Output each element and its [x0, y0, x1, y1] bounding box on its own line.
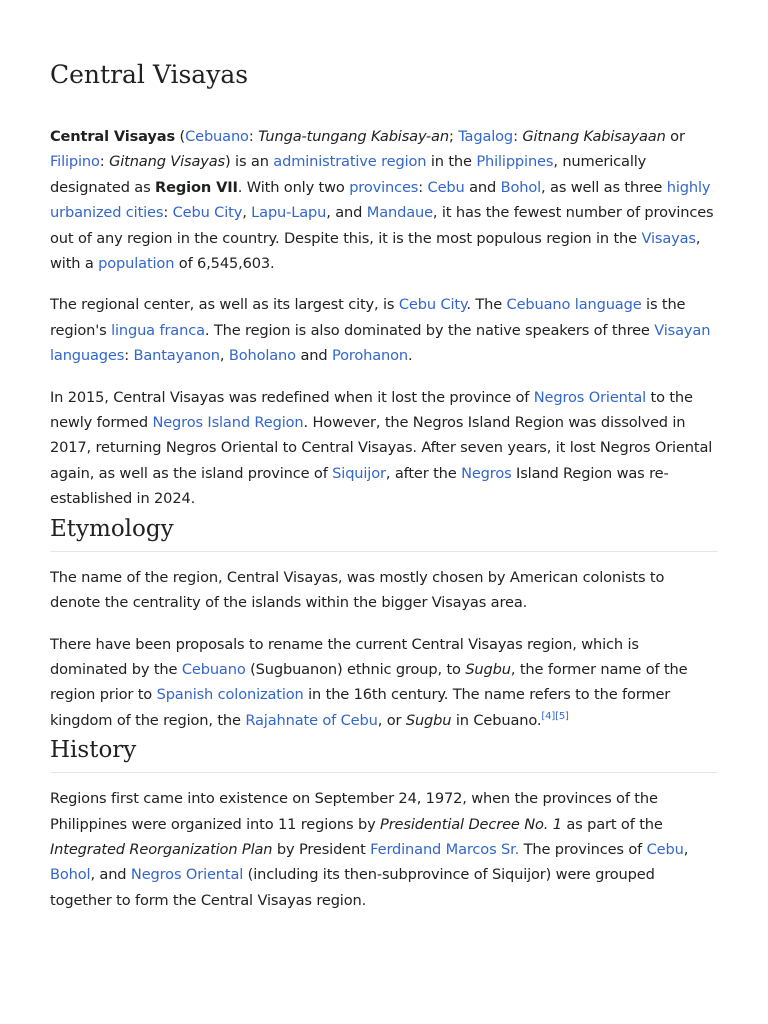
- body-text: , and: [90, 866, 131, 884]
- body-text: Regions first came into existence on September 24, 1972, when the provinces of the Philippines were organized into 11 regions by: [50, 790, 658, 833]
- wiki-link[interactable]: Lapu-Lapu: [251, 204, 327, 222]
- body-text: (Sugbuanon) ethnic group, to: [245, 660, 466, 678]
- history-heading: History: [50, 733, 718, 773]
- wiki-link[interactable]: Tagalog: [458, 128, 514, 145]
- body-text: and: [295, 347, 332, 365]
- wiki-link[interactable]: Cebuano: [185, 128, 249, 145]
- wiki-link[interactable]: Cebu City: [398, 296, 467, 314]
- italic-term: Sugbu: [465, 660, 511, 678]
- body-text: in Cebuano.: [451, 711, 542, 729]
- italic-term: Tunga-tungang Kabisay-an: [258, 128, 449, 145]
- body-text: to the newly formed: [50, 388, 693, 432]
- wiki-link[interactable]: Rajahnate of Cebu: [245, 711, 378, 729]
- wiki-link[interactable]: Bohol: [500, 178, 542, 196]
- wiki-link[interactable]: Siquijor: [332, 464, 386, 482]
- body-text: , after the: [385, 464, 462, 482]
- intro-paragraph-2: [50, 292, 718, 368]
- history-paragraph-1: [50, 786, 718, 913]
- wiki-link[interactable]: Cebuano: [181, 660, 246, 678]
- wiki-link[interactable]: Bohol: [50, 866, 91, 884]
- wiki-link[interactable]: Ferdinand Marcos Sr.: [370, 840, 520, 858]
- wiki-link[interactable]: administrative region: [273, 153, 427, 171]
- wiki-link[interactable]: Bantayanon: [133, 347, 220, 365]
- body-text: . The: [466, 296, 507, 314]
- wiki-link[interactable]: highly urbanized cities: [50, 178, 711, 222]
- italic-term: Gitnang Visayas: [109, 153, 226, 171]
- body-text: (: [175, 128, 186, 145]
- italic-term: Presidential Decree No. 1: [380, 815, 562, 833]
- body-text: , as well as three: [541, 178, 667, 196]
- body-text: ;: [448, 128, 459, 145]
- body-text: in the: [426, 153, 477, 171]
- wiki-link[interactable]: Porohanon: [331, 347, 409, 365]
- body-text: , the former name of the region prior to: [50, 660, 688, 704]
- body-text: , it has the fewest number of provinces out of any region in the country. Despite this, it is the most populous region in the: [50, 204, 714, 247]
- italic-term: Sugbu: [405, 711, 452, 729]
- body-text: and: [464, 178, 501, 196]
- body-text: by President: [272, 840, 371, 858]
- wiki-link[interactable]: lingua franca: [111, 321, 205, 339]
- body-text: :: [163, 204, 173, 222]
- body-text: In 2015, Central Visayas was redefined when it lost the province of: [50, 388, 534, 406]
- body-text: :: [99, 153, 110, 171]
- body-text: :: [124, 347, 134, 365]
- bold-term: Central Visayas: [50, 128, 176, 145]
- wiki-link[interactable]: Negros Oriental: [130, 866, 244, 884]
- body-text: of 6,545,603.: [174, 255, 275, 273]
- body-text: ,: [242, 204, 252, 222]
- body-text: The provinces of: [519, 840, 647, 858]
- wiki-link[interactable]: Cebu: [646, 840, 684, 858]
- bold-term: Region VII: [155, 178, 238, 196]
- citation-link[interactable]: [5]: [555, 710, 569, 722]
- wiki-link[interactable]: Mandaue: [366, 204, 433, 222]
- body-text: :: [418, 178, 428, 196]
- wiki-link[interactable]: Visayan languages: [50, 321, 711, 365]
- body-text: , or: [377, 711, 406, 729]
- body-text: The name of the region, Central Visayas, was mostly chosen by American colonists to denote the centrality of the islands within the bigger Visayas area.: [50, 568, 665, 612]
- wiki-link[interactable]: Visayas: [641, 229, 696, 247]
- body-text: , and: [326, 204, 367, 222]
- wiki-link[interactable]: provinces: [349, 178, 419, 196]
- body-text: . The region is also dominated by the native speakers of three: [204, 321, 655, 339]
- wiki-link[interactable]: Negros Oriental: [533, 388, 647, 406]
- body-text: is the region's: [50, 296, 686, 339]
- citation-link[interactable]: [4]: [541, 710, 556, 722]
- body-text: (including its then-subprovince of Siquijor) were grouped together to form the Central Visayas region.: [50, 866, 655, 909]
- intro-paragraph-1: [50, 124, 718, 276]
- italic-term: Gitnang Kabisayaan: [522, 128, 666, 145]
- wiki-link[interactable]: Cebu City: [172, 204, 243, 222]
- wiki-link[interactable]: Negros: [461, 464, 512, 482]
- page-title: Central Visayas: [50, 60, 249, 89]
- body-text: . However, the Negros Island Region was dissolved in 2017, returning Negros Oriental to Central Visayas. After seven years, it lost Negros Oriental again, as well as the island province of: [50, 414, 713, 482]
- citation-ref: [541, 711, 555, 722]
- citation-ref: [555, 711, 569, 722]
- wiki-link[interactable]: Filipino: [50, 153, 100, 171]
- body-text: ) is an: [225, 153, 274, 171]
- body-text: as part of the: [561, 815, 663, 833]
- body-text: , with a: [50, 229, 701, 273]
- wiki-link[interactable]: Cebuano language: [506, 296, 642, 314]
- body-text: Island Region was re-established in 2024.: [50, 464, 669, 508]
- body-text: :: [513, 128, 523, 145]
- body-text: ,: [219, 347, 229, 365]
- etymology-heading: Etymology: [50, 512, 718, 552]
- body-text: .: [408, 347, 413, 365]
- body-text: in the 16th century. The name refers to the former kingdom of the region, the: [50, 686, 671, 729]
- etymology-paragraph-2: [50, 632, 718, 734]
- wiki-link[interactable]: Boholano: [228, 347, 296, 365]
- wiki-link[interactable]: Negros Island Region: [152, 414, 304, 432]
- body-text: or: [665, 128, 685, 145]
- wiki-link[interactable]: Spanish colonization: [156, 686, 304, 704]
- body-text: There have been proposals to rename the current Central Visayas region, which is dominated by the: [50, 635, 639, 678]
- italic-term: Integrated Reorganization Plan: [50, 840, 273, 858]
- body-text: , numerically designated as: [50, 153, 647, 196]
- intro-paragraph-3: [50, 385, 718, 512]
- body-text: The regional center, as well as its largest city, is: [50, 296, 399, 314]
- body-text: :: [248, 128, 259, 145]
- body-text: ,: [683, 840, 689, 858]
- body-text: . With only two: [237, 178, 350, 196]
- wiki-link[interactable]: Philippines: [476, 153, 554, 171]
- wiki-link[interactable]: population: [98, 255, 175, 273]
- wiki-link[interactable]: Cebu: [427, 178, 465, 196]
- etymology-paragraph-1: [50, 565, 718, 616]
